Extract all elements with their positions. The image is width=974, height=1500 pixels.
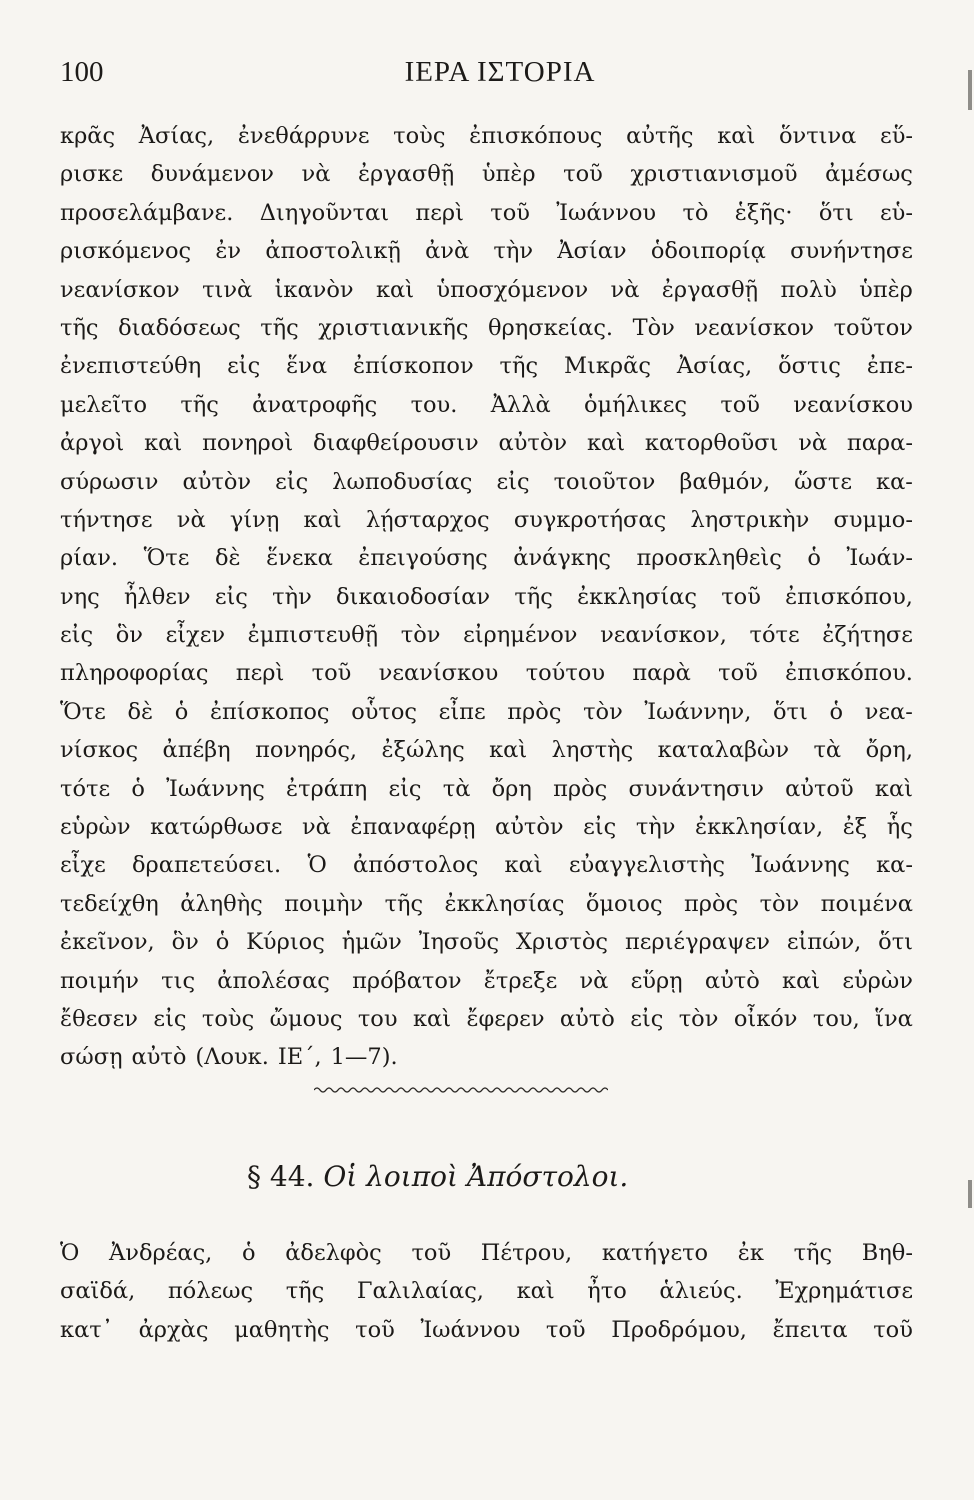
text-line: Ὁ Ἀνδρέας, ὁ ἀδελφὸς τοῦ Πέτρου, κατήγετο ἐκ τῆς Βηθ- — [60, 1240, 913, 1266]
text-line: νεανίσκον τινὰ ἱκανὸν καὶ ὑποσχόμενον νὰ ἐργασθῇ πολὺ ὑπὲρ — [60, 276, 913, 303]
text-line: σύρωσιν αὐτὸν εἰς λωποδυσίας εἰς τοιοῦτον βαθμόν, ὥστε κα- — [60, 468, 913, 495]
text-line: νης ἦλθεν εἰς τὴν δικαιοδοσίαν τῆς ἐκκλησίας τοῦ ἐπισκόπου, — [60, 583, 913, 610]
text-line: εὑρὼν κατώρθωσε νὰ ἐπαναφέρῃ αὐτὸν εἰς τὴν ἐκκλησίαν, ἐξ ἧς — [60, 814, 913, 841]
text-line: ρισκε δυνάμενον νὰ ἐργασθῇ ὑπὲρ τοῦ χριστιανισμοῦ ἀμέσως — [60, 161, 913, 188]
scan-edge-mark — [968, 70, 972, 110]
running-title: ΙΕΡΑ ΙΣΤΟΡΙΑ — [404, 56, 596, 88]
text-line: ἐκεῖνον, ὃν ὁ Κύριος ἡμῶν Ἰησοῦς Χριστὸς περιέγραψεν εἰπών, ὅτι — [60, 929, 913, 956]
text-line: ρίαν. Ὅτε δὲ ἕνεκα ἐπειγούσης ἀνάγκης προσκληθεὶς ὁ Ἰωάν- — [60, 545, 913, 572]
text-line: σαϊδά, πόλεως τῆς Γαλιλαίας, καὶ ἦτο ἁλιεύς. Ἐχρημάτισε — [60, 1278, 913, 1305]
text-line: τεδείχθη ἀληθὴς ποιμὴν τῆς ἐκκλησίας ὅμοιος πρὸς τὸν ποιμένα — [60, 890, 913, 917]
text-line: τῆς διαδόσεως τῆς χριστιανικῆς θρησκείας. Τὸν νεανίσκον τοῦτον — [60, 314, 913, 341]
text-line: Ὅτε δὲ ὁ ἐπίσκοπος οὗτος εἶπε πρὸς τὸν Ἰωάννην, ὅτι ὁ νεα- — [60, 698, 913, 725]
text-line: κρᾶς Ἀσίας, ἐνεθάρρυνε τοὺς ἐπισκόπους αὐτῆς καὶ ὅντινα εὕ- — [60, 123, 913, 149]
text-line: σώσῃ αὐτὸ (Λουκ. ΙΕ΄, 1—7). — [60, 1044, 398, 1071]
body-paragraph — [60, 117, 913, 1077]
text-line: εἰς ὃν εἶχεν ἐμπιστευθῇ τὸν εἰρημένον νεανίσκον, τότε ἐζήτησε — [60, 622, 913, 649]
text-line: κατ᾽ ἀρχὰς μαθητὴς τοῦ Ἰωάννου τοῦ Προδρόμου, ἔπειτα τοῦ — [60, 1316, 913, 1343]
text-line: τότε ὁ Ἰωάννης ἐτράπη εἰς τὰ ὄρη πρὸς συνάντησιν αὐτοῦ καὶ — [60, 775, 913, 802]
text-line: ἔθεσεν εἰς τοὺς ὤμους του καὶ ἔφερεν αὐτὸ εἰς τὸν οἶκόν του, ἵνα — [60, 1005, 913, 1032]
text-line: πληροφορίας περὶ τοῦ νεανίσκου τούτου παρὰ τοῦ ἐπισκόπου. — [60, 660, 913, 687]
page-header — [60, 56, 930, 96]
text-line: τήντησε νὰ γίνῃ καὶ λῄσταρχος συγκροτήσας ληστρικὴν συμμο- — [60, 506, 913, 533]
text-line: ρισκόμενος ἐν ἀποστολικῇ ἀνὰ τὴν Ἀσίαν ὁδοιπορίᾳ συνήντησε — [60, 238, 913, 265]
section-heading — [247, 1160, 667, 1193]
text-line: εἶχε δραπετεύσει. Ὁ ἀπόστολος καὶ εὐαγγελιστὴς Ἰωάννης κα- — [60, 852, 913, 879]
page-number: 100 — [60, 56, 104, 88]
scan-edge-mark — [968, 1180, 972, 1208]
text-line: ἀργοὶ καὶ πονηροὶ διαφθείρουσιν αὐτὸν καὶ κατορθοῦσι νὰ παρα- — [60, 430, 913, 457]
text-line: ποιμήν τις ἀπολέσας πρόβατον ἔτρεξε νὰ εὕρῃ αὐτὸ καὶ εὑρὼν — [60, 967, 913, 994]
section-title: Οἱ λοιποὶ Ἀπόστολοι. — [323, 1160, 629, 1193]
section-separator — [314, 1085, 608, 1095]
section-paragraph — [60, 1234, 913, 1349]
section-number: § 44. — [247, 1160, 315, 1193]
text-line: ἐνεπιστεύθη εἰς ἕνα ἐπίσκοπον τῆς Μικρᾶς Ἀσίας, ὅστις ἐπε- — [60, 353, 913, 380]
text-line: προσελάμβανε. Διηγοῦνται περὶ τοῦ Ἰωάννου τὸ ἑξῆς· ὅτι εὑ- — [60, 199, 913, 226]
text-line: νίσκος ἀπέβη πονηρός, ἐξώλης καὶ ληστὴς καταλαβὼν τὰ ὄρη, — [60, 737, 913, 764]
text-line: μελεῖτο τῆς ἀνατροφῆς του. Ἀλλὰ ὁμήλικες τοῦ νεανίσκου — [60, 391, 913, 418]
